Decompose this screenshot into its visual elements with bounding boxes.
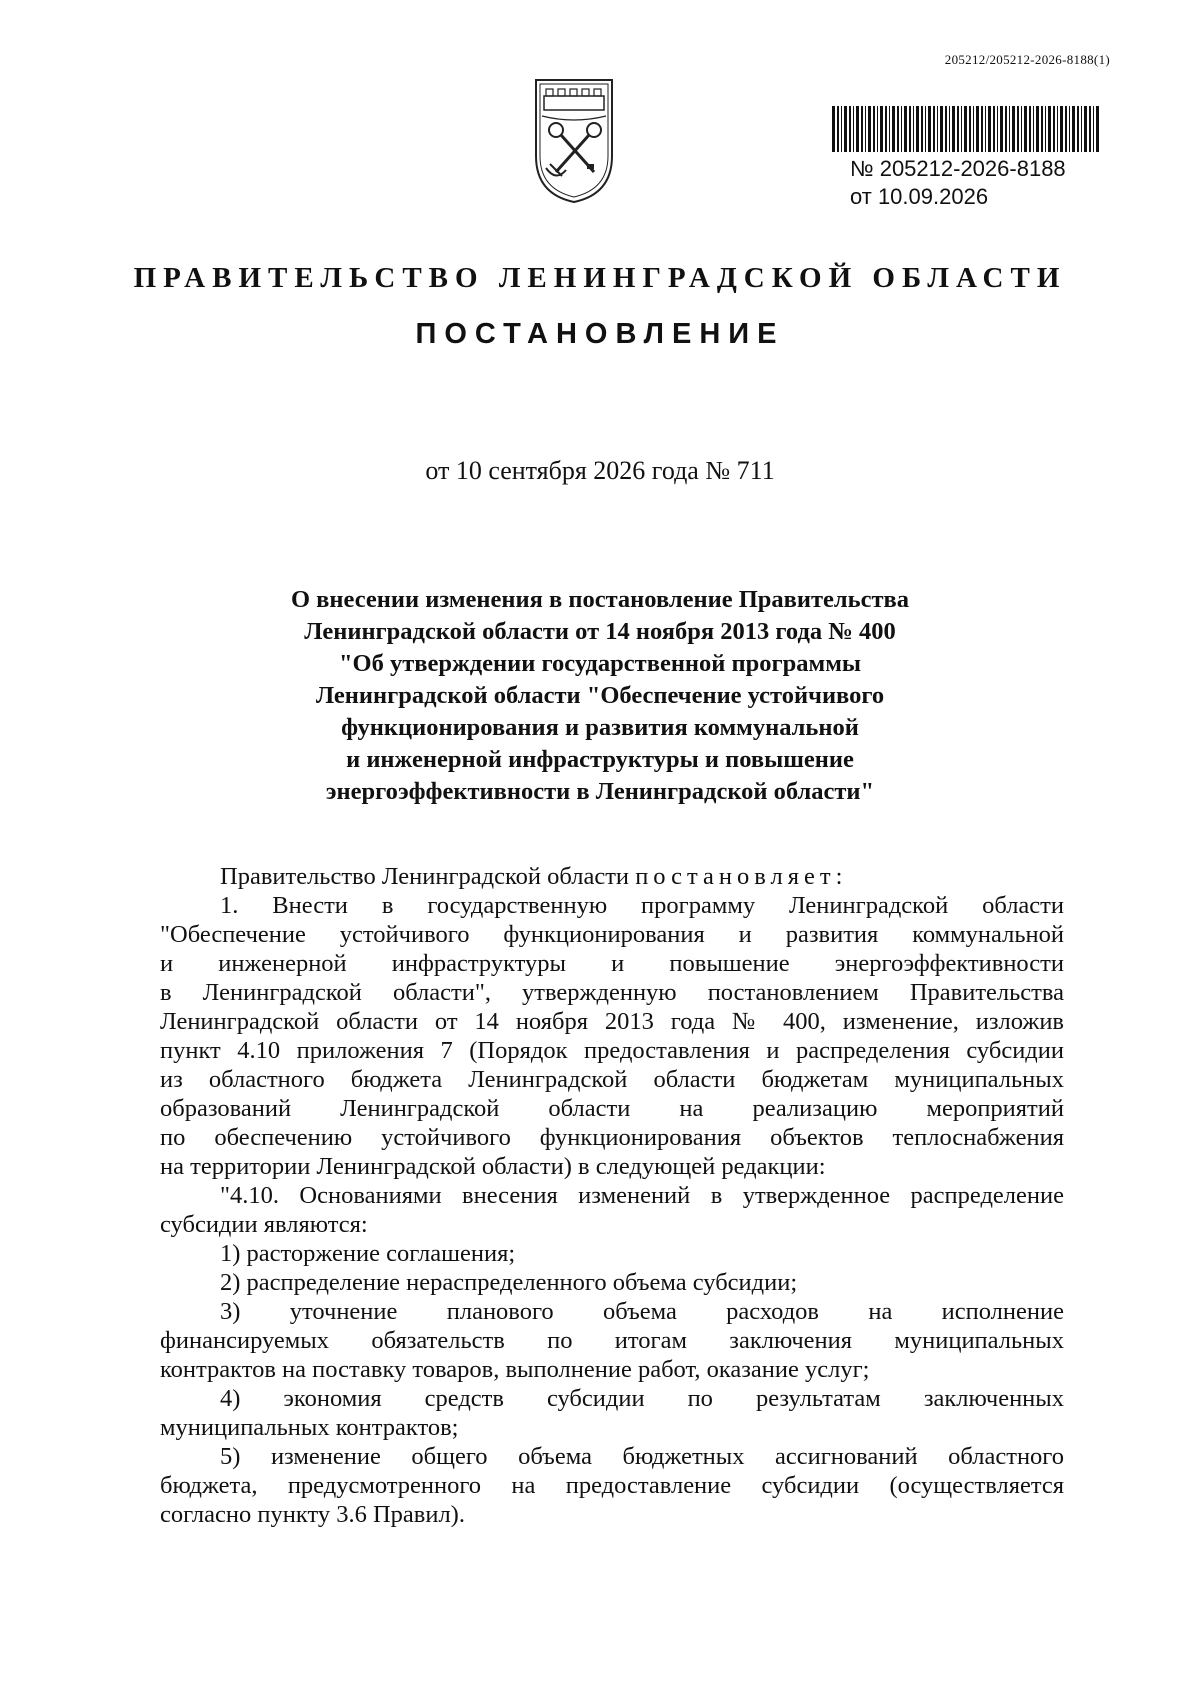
paragraph-1-line: и инженерной инфраструктуры и повышение энергоэффективности <box>160 950 1064 977</box>
list-item-5-line: согласно пункту 3.6 Правил). <box>160 1501 465 1528</box>
list-item-4-line: 4) экономия средств субсидии по результатам заключенных <box>220 1385 1064 1412</box>
title-line: энергоэффективности в Ленинградской области" <box>325 778 875 805</box>
paragraph-1-line: пункт 4.10 приложения 7 (Порядок предоставления и распределения субсидии <box>160 1037 1064 1064</box>
intro-paragraph: Правительство Ленинградской области постановляет: <box>220 863 848 890</box>
paragraph-1-line: по обеспечению устойчивого функционирования объектов теплоснабжения <box>160 1124 1064 1151</box>
paragraph-1-line: образований Ленинградской области на реализацию мероприятий <box>160 1095 1064 1122</box>
registration-number: № 205212-2026-8188 <box>850 156 1066 181</box>
list-item-4-line: муниципальных контрактов; <box>160 1414 459 1441</box>
document-title <box>180 584 1020 808</box>
paragraph-1-line: из областного бюджета Ленинградской области бюджетам муниципальных <box>160 1066 1064 1093</box>
list-item-5-line: бюджета, предусмотренного на предоставление субсидии (осуществляется <box>160 1472 1064 1499</box>
barcode-icon <box>832 106 1100 152</box>
list-item-5-line: 5) изменение общего объема бюджетных ассигнований областного <box>220 1443 1064 1470</box>
paragraph-1-line: на территории Ленинградской области) в следующей редакции: <box>160 1153 826 1180</box>
list-item-3-line: 3) уточнение планового объема расходов на исполнение <box>220 1298 1064 1325</box>
title-line: "Об утверждении государственной программы <box>338 650 862 677</box>
title-line: и инженерной инфраструктуры и повышение <box>346 746 854 773</box>
document-code: 205212/205212-2026-8188(1) <box>944 52 1110 67</box>
list-item-3-line: финансируемых обязательств по итогам заключения муниципальных <box>160 1327 1064 1354</box>
paragraph-4-10-line: субсидии являются: <box>160 1211 368 1238</box>
paragraph-1-line: "Обеспечение устойчивого функционирования и развития коммунальной <box>160 921 1064 948</box>
paragraph-1-line: 1. Внести в государственную программу Ленинградской области <box>220 892 1064 919</box>
decree-date: от 10 сентября 2026 года № 711 <box>425 456 775 485</box>
paragraph-1-line: в Ленинградской области", утвержденную постановлением Правительства <box>160 979 1064 1006</box>
coat-of-arms-icon <box>532 76 616 206</box>
paragraph-4-10-line: "4.10. Основаниями внесения изменений в утвержденное распределение <box>220 1182 1064 1209</box>
title-line: функционирования и развития коммунальной <box>341 714 859 741</box>
document-body <box>160 862 1064 1529</box>
list-item-1: 1) расторжение соглашения; <box>220 1240 516 1267</box>
title-line: Ленинградской области "Обеспечение устойчивого <box>315 682 885 709</box>
registration-date: от 10.09.2026 <box>850 184 989 209</box>
list-item-2: 2) распределение нераспределенного объема субсидии; <box>220 1269 798 1296</box>
title-line: Ленинградской области от 14 ноября 2013 года № 400 <box>304 618 896 645</box>
title-line: О внесении изменения в постановление Правительства <box>291 586 909 613</box>
list-item-3-line: контрактов на поставку товаров, выполнение работ, оказание услуг; <box>160 1356 870 1383</box>
document-type: ПОСТАНОВЛЕНИЕ <box>415 318 785 350</box>
paragraph-1-line: Ленинградской области от 14 ноября 2013 года № 400, изменение, изложив <box>160 1008 1064 1035</box>
issuing-authority: ПРАВИТЕЛЬСТВО ЛЕНИНГРАДСКОЙ ОБЛАСТИ <box>133 262 1067 294</box>
